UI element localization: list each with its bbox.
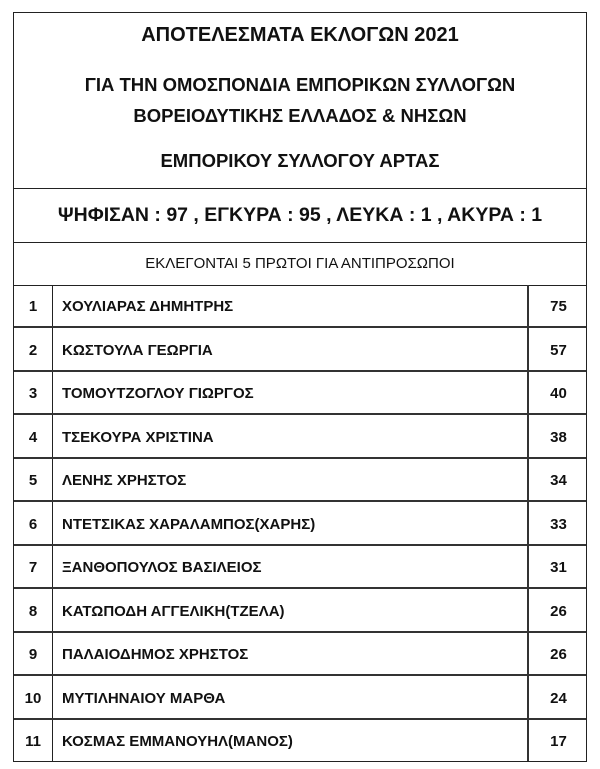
- table-row: [14, 590, 586, 633]
- subtitle-line-1: ΓΙΑ ΤΗΝ ΟΜΟΣΠΟΝΔΙΑ ΕΜΠΟΡΙΚΩΝ ΣΥΛΛΟΓΩΝ: [84, 74, 516, 95]
- table-row: [14, 372, 586, 415]
- candidate-rank: 10: [24, 689, 42, 707]
- elected-note: ΕΚΛΕΓΟΝΤΑΙ 5 ΠΡΩΤΟΙ ΓΙΑ ΑΝΤΙΠΡΟΣΩΠΟΙ: [14, 242, 586, 286]
- candidate-name: ΤΟΜΟΥΤΖΟΓΛΟΥ ΓΙΩΡΓΟΣ: [62, 385, 254, 402]
- table-row: [14, 546, 586, 589]
- table-row: [14, 329, 586, 372]
- candidate-votes: 24: [550, 689, 567, 707]
- results-sheet: [13, 12, 587, 762]
- candidate-votes: 34: [550, 472, 567, 489]
- candidate-name: ΧΟΥΛΙΑΡΑΣ ΔΗΜΗΤΡΗΣ: [62, 298, 234, 315]
- candidate-rank: 3: [28, 385, 38, 402]
- table-row: [14, 633, 586, 676]
- candidate-votes: 57: [550, 341, 567, 359]
- candidate-name: ΠΑΛΑΙΟΔΗΜΟΣ ΧΡΗΣΤΟΣ: [62, 646, 249, 663]
- candidate-votes: 33: [550, 515, 567, 533]
- candidate-rank: 4: [28, 428, 38, 446]
- association-name: ΕΜΠΟΡΙΚΟΥ ΣΥΛΛΟΓΟΥ ΑΡΤΑΣ: [160, 150, 440, 171]
- candidate-name: ΤΣΕΚΟΥΡΑ ΧΡΙΣΤΙΝΑ: [62, 428, 214, 446]
- table-row: [14, 720, 586, 763]
- table-row: [14, 459, 586, 502]
- table-row: [14, 416, 586, 459]
- candidate-votes: 26: [550, 646, 567, 663]
- table-row: [14, 503, 586, 546]
- candidates-table: [14, 285, 586, 761]
- candidate-name: ΞΑΝΘΟΠΟΥΛΟΣ ΒΑΣΙΛΕΙΟΣ: [62, 559, 262, 576]
- candidate-name: ΛΕΝΗΣ ΧΡΗΣΤΟΣ: [62, 472, 187, 489]
- candidate-votes: 40: [550, 385, 567, 402]
- candidate-rank: 2: [28, 341, 38, 359]
- candidate-name: ΚΩΣΤΟΥΛΑ ΓΕΩΡΓΙΑ: [62, 341, 213, 359]
- subtitle-line-2: ΒΟΡΕΙΟΔΥΤΙΚΗΣ ΕΛΛΑΔΟΣ & ΝΗΣΩΝ: [133, 105, 467, 126]
- candidate-rank: 1: [28, 298, 38, 315]
- candidate-name: ΚΑΤΩΠΟΔΗ ΑΓΓΕΛΙΚΗ(ΤΖΕΛΑ): [62, 602, 285, 620]
- candidate-rank: 11: [25, 733, 41, 750]
- candidate-rank: 7: [28, 559, 38, 576]
- vote-summary: ΨΗΦΙΣΑΝ : 97 , ΕΓΚΥΡΑ : 95 , ΛΕΥΚΑ : 1 , ΑΚΥΡΑ : 1: [14, 188, 586, 243]
- candidate-votes: 31: [550, 559, 567, 576]
- candidate-rank: 6: [28, 515, 38, 533]
- table-row: [14, 285, 586, 328]
- candidate-votes: 38: [550, 428, 567, 446]
- candidate-name: ΚΟΣΜΑΣ ΕΜΜΑΝΟΥΗΛ(ΜΑΝΟΣ): [62, 733, 293, 750]
- candidate-rank: 8: [28, 602, 38, 620]
- candidate-rank: 5: [28, 472, 38, 489]
- page-title: ΑΠΟΤΕΛΕΣΜΑΤΑ ΕΚΛΟΓΩΝ 2021: [141, 24, 459, 46]
- candidate-name: ΝΤΕΤΣΙΚΑΣ ΧΑΡΑΛΑΜΠΟΣ(ΧΑΡΗΣ): [62, 515, 316, 533]
- header: [14, 13, 586, 189]
- candidate-name: ΜΥΤΙΛΗΝΑΙΟΥ ΜΑΡΘΑ: [62, 689, 226, 707]
- candidate-votes: 75: [550, 298, 567, 315]
- table-row: [14, 677, 586, 720]
- candidate-votes: 26: [550, 602, 567, 620]
- candidate-votes: 17: [550, 733, 567, 750]
- candidate-rank: 9: [28, 646, 38, 663]
